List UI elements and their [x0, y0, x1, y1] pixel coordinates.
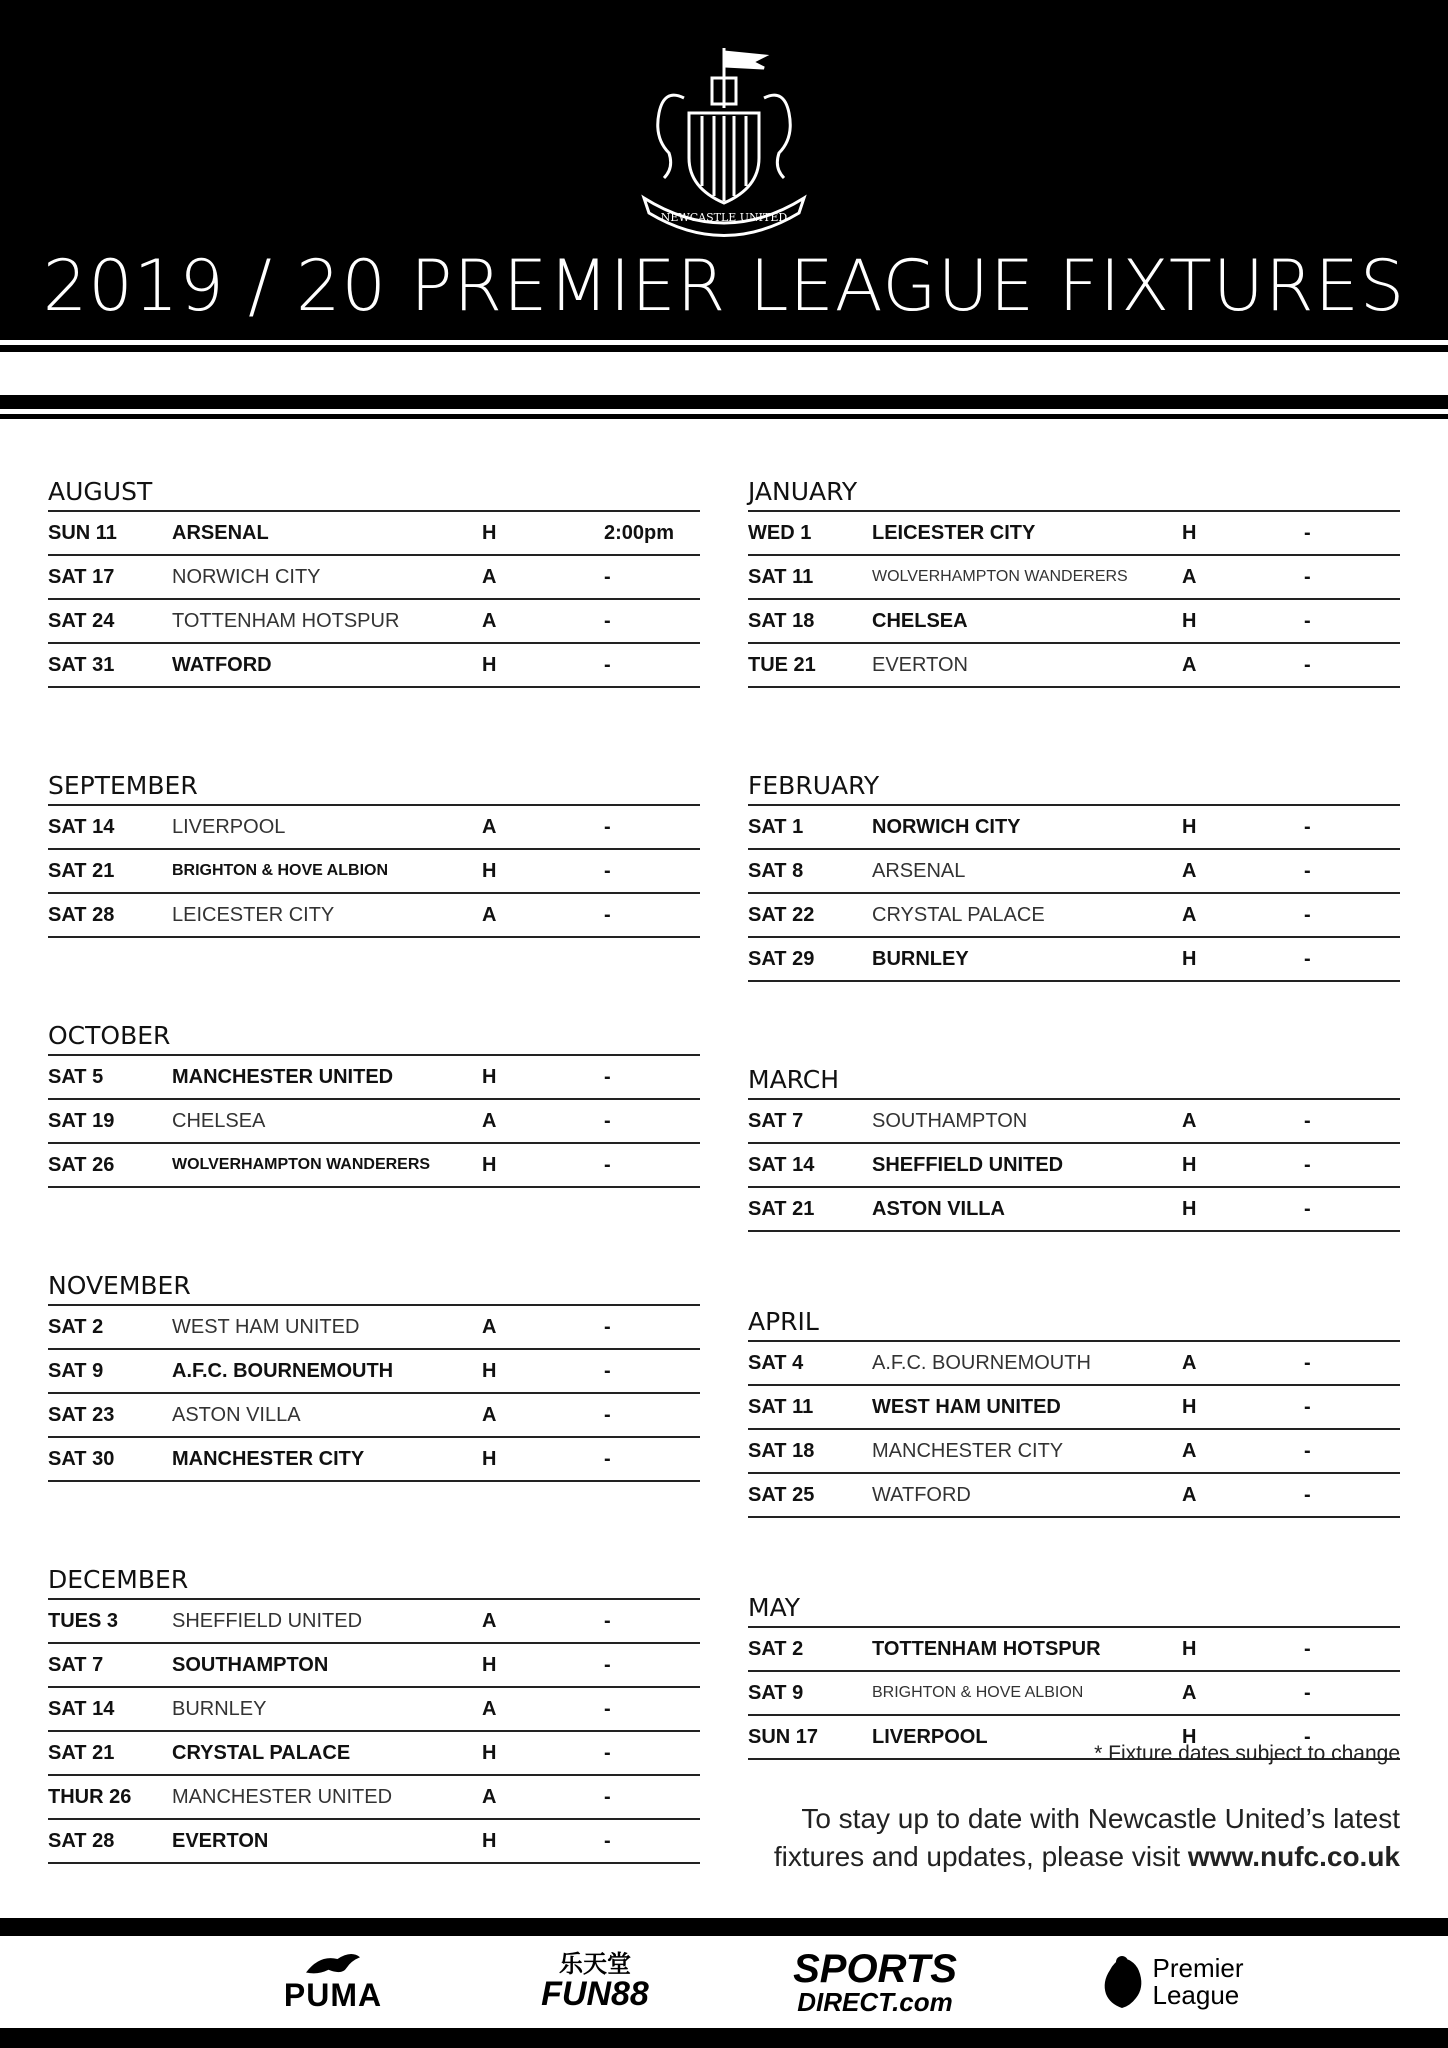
- fixture-row: [748, 512, 1400, 556]
- fixture-venue: A: [1182, 903, 1197, 926]
- fixture-opponent: WOLVERHAMPTON WANDERERS: [872, 568, 1128, 585]
- fixture-row: [48, 1056, 700, 1100]
- fixture-date: SAT 9: [748, 1681, 804, 1704]
- page-title: 2019 / 20 PREMIER LEAGUE FIXTURES: [42, 245, 1406, 327]
- fixture-date: TUES 3: [48, 1609, 119, 1632]
- month-title: OCTOBER: [48, 1018, 700, 1056]
- fixture-venue: A: [482, 565, 497, 588]
- fixture-date: SAT 14: [48, 815, 115, 838]
- fixture-date: THUR 26: [48, 1785, 132, 1808]
- fixture-row: [748, 894, 1400, 938]
- month-title: NOVEMBER: [48, 1268, 700, 1306]
- fixture-venue: A: [482, 1785, 497, 1808]
- fixture-time: -: [1304, 609, 1311, 632]
- fixture-opponent: NORWICH CITY: [872, 815, 1021, 838]
- fixture-date: SAT 19: [48, 1109, 115, 1132]
- fixture-time: -: [604, 1153, 611, 1176]
- fixture-time: -: [604, 1785, 611, 1808]
- fixture-row: [748, 1672, 1400, 1716]
- fixture-row: [748, 1342, 1400, 1386]
- fixture-date: SAT 23: [48, 1403, 115, 1426]
- fixture-time: -: [1304, 653, 1311, 676]
- fixture-time: -: [604, 1315, 611, 1338]
- fixture-date: SAT 2: [748, 1637, 804, 1660]
- fixture-opponent: MANCHESTER UNITED: [172, 1785, 393, 1808]
- fixture-row: [48, 1732, 700, 1776]
- fixture-opponent: WEST HAM UNITED: [172, 1315, 360, 1338]
- month-section: [48, 474, 700, 688]
- premier-league-lion-icon: [1096, 1954, 1148, 2010]
- fixture-row: [48, 600, 700, 644]
- fixture-time: -: [1304, 1197, 1311, 1220]
- pl-text-1: Premier: [1152, 1952, 1244, 1983]
- fixture-venue: H: [1182, 1637, 1197, 1660]
- fixture-date: SAT 14: [748, 1153, 815, 1176]
- fixture-time: -: [604, 1829, 611, 1852]
- fixture-opponent: SHEFFIELD UNITED: [872, 1153, 1064, 1176]
- fixture-venue: A: [1182, 1483, 1197, 1506]
- fixture-row: [48, 1600, 700, 1644]
- fixture-row: [48, 556, 700, 600]
- fixture-venue: H: [1182, 1725, 1197, 1748]
- fixture-opponent: ARSENAL: [172, 521, 269, 544]
- fixture-date: SAT 8: [748, 859, 804, 882]
- fixture-opponent: WOLVERHAMPTON WANDERERS: [172, 1156, 431, 1173]
- sports-text: SPORTS: [793, 1947, 957, 1991]
- fixture-venue: A: [482, 1697, 497, 1720]
- month-section: [48, 768, 700, 938]
- fixture-venue: H: [482, 1653, 497, 1676]
- fixture-time: -: [604, 1741, 611, 1764]
- fixture-time: -: [1304, 815, 1311, 838]
- fixture-date: SAT 7: [748, 1109, 804, 1132]
- fixture-date: SUN 17: [748, 1725, 819, 1748]
- month-section: [48, 1562, 700, 1864]
- fixture-date: SAT 21: [748, 1197, 815, 1220]
- month-section: [748, 768, 1400, 982]
- fixture-row: [48, 1350, 700, 1394]
- fixture-row: [748, 556, 1400, 600]
- fixture-venue: A: [1182, 1439, 1197, 1462]
- fixture-time: -: [604, 1609, 611, 1632]
- fixture-time: -: [604, 815, 611, 838]
- month-title: APRIL: [748, 1304, 1400, 1342]
- fun88-text: FUN88: [541, 1975, 649, 2013]
- fixture-opponent: SOUTHAMPTON: [872, 1109, 1028, 1132]
- fixture-venue: A: [482, 1609, 497, 1632]
- fixture-venue: A: [482, 1315, 497, 1338]
- fixture-opponent: BRIGHTON & HOVE ALBION: [172, 862, 389, 879]
- fixture-date: SAT 7: [48, 1653, 104, 1676]
- fixture-venue: H: [482, 653, 497, 676]
- fixture-venue: H: [482, 1065, 497, 1088]
- stripe-top: [0, 345, 1448, 352]
- fixture-date: SAT 29: [748, 947, 815, 970]
- month-title: AUGUST: [48, 474, 700, 512]
- fixture-date: SAT 11: [748, 565, 814, 588]
- fixture-venue: A: [1182, 1351, 1197, 1374]
- fixture-date: SAT 5: [48, 1065, 104, 1088]
- fixture-opponent: CHELSEA: [172, 1109, 266, 1132]
- fixture-row: [748, 1474, 1400, 1518]
- fixture-venue: H: [1182, 1153, 1197, 1176]
- fixture-opponent: SHEFFIELD UNITED: [172, 1609, 363, 1632]
- fixture-time: -: [604, 565, 611, 588]
- fixture-row: [48, 1100, 700, 1144]
- fixture-date: SUN 11: [48, 521, 117, 544]
- fixture-row: [48, 1688, 700, 1732]
- fixture-venue: H: [1182, 521, 1197, 544]
- puma-cat-icon: [298, 1950, 368, 1977]
- fixture-row: [48, 644, 700, 688]
- fixture-opponent: A.F.C. BOURNEMOUTH: [872, 1351, 1091, 1374]
- fixture-time: -: [604, 609, 611, 632]
- fixture-date: SAT 24: [48, 609, 115, 632]
- fixture-time: -: [1304, 947, 1311, 970]
- fixture-date: SAT 14: [48, 1697, 115, 1720]
- fixture-venue: A: [482, 1109, 497, 1132]
- fixture-date: SAT 1: [748, 815, 804, 838]
- fixture-time: -: [1304, 1351, 1311, 1374]
- fixture-venue: A: [482, 815, 497, 838]
- fixture-opponent: ARSENAL: [872, 859, 966, 882]
- fixture-opponent: A.F.C. BOURNEMOUTH: [172, 1359, 394, 1382]
- fixture-venue: H: [482, 1829, 497, 1852]
- fixture-opponent: MANCHESTER CITY: [172, 1447, 365, 1470]
- fixture-time: -: [604, 653, 611, 676]
- fixture-date: SAT 31: [48, 653, 115, 676]
- fixture-date: SAT 4: [748, 1351, 804, 1374]
- fixture-time: -: [1304, 1681, 1311, 1704]
- fixture-time: -: [1304, 1109, 1311, 1132]
- fixtures-right-column: [748, 474, 1400, 1760]
- fixture-row: [748, 806, 1400, 850]
- fixture-row: [48, 1776, 700, 1820]
- fixture-venue: A: [1182, 1109, 1197, 1132]
- fixture-date: SAT 9: [48, 1359, 104, 1382]
- visit-message: [720, 1800, 1400, 1876]
- month-section: [48, 1268, 700, 1482]
- fixture-row: [48, 512, 700, 556]
- fixture-venue: A: [1182, 653, 1197, 676]
- fixture-time: -: [604, 1447, 611, 1470]
- fixture-date: SAT 21: [48, 859, 115, 882]
- fixture-row: [748, 600, 1400, 644]
- club-crest-icon: [624, 38, 824, 238]
- fixture-date: WED 1: [748, 521, 812, 544]
- fixture-time: -: [1304, 521, 1311, 544]
- stripe-mid: [0, 395, 1448, 409]
- fixture-venue: A: [1182, 565, 1197, 588]
- fixture-date: SAT 22: [748, 903, 815, 926]
- fixture-date: SAT 17: [48, 565, 115, 588]
- fixture-venue: H: [482, 1359, 497, 1382]
- fixture-opponent: MANCHESTER UNITED: [172, 1065, 394, 1088]
- fixture-opponent: CRYSTAL PALACE: [172, 1741, 351, 1764]
- fixture-row: [48, 850, 700, 894]
- puma-text: PUMA: [283, 1977, 383, 2013]
- fixture-row: [748, 1628, 1400, 1672]
- fixture-time: -: [1304, 859, 1311, 882]
- fixture-time: -: [604, 1653, 611, 1676]
- month-section: [748, 1062, 1400, 1232]
- fixture-opponent: LEICESTER CITY: [172, 903, 335, 926]
- fixture-opponent: TOTTENHAM HOTSPUR: [872, 1637, 1101, 1660]
- puma-logo: [258, 1950, 408, 2014]
- fun88-logo: [515, 1950, 675, 2014]
- fixture-date: SAT 2: [48, 1315, 104, 1338]
- fixture-row: [748, 644, 1400, 688]
- fixture-time: -: [604, 903, 611, 926]
- fixture-venue: H: [482, 1741, 497, 1764]
- fixture-row: [748, 1430, 1400, 1474]
- fixture-opponent: ASTON VILLA: [172, 1403, 301, 1426]
- fixture-row: [48, 806, 700, 850]
- fun88-cn-text: 乐天堂: [559, 1951, 631, 1978]
- fixture-date: SAT 21: [48, 1741, 115, 1764]
- fixture-venue: A: [482, 609, 497, 632]
- fixture-date: TUE 21: [748, 653, 816, 676]
- fixture-time: -: [604, 1109, 611, 1132]
- fixture-row: [748, 938, 1400, 982]
- fixture-venue: H: [1182, 815, 1197, 838]
- premier-league-logo: [1080, 1950, 1260, 2014]
- fixture-venue: A: [1182, 859, 1197, 882]
- month-title: MAY: [748, 1590, 1400, 1628]
- fixture-row: [748, 1100, 1400, 1144]
- visit-line-2: [720, 1838, 1400, 1876]
- fixture-date: SAT 25: [748, 1483, 815, 1506]
- fixture-row: [48, 1306, 700, 1350]
- fixture-venue: H: [1182, 947, 1197, 970]
- month-title: MARCH: [748, 1062, 1400, 1100]
- fixture-opponent: BRIGHTON & HOVE ALBION: [872, 1684, 1084, 1701]
- fixture-time: -: [1304, 1483, 1311, 1506]
- fixture-opponent: NORWICH CITY: [172, 565, 321, 588]
- fixture-venue: H: [1182, 609, 1197, 632]
- fixture-time: -: [1304, 1439, 1311, 1462]
- sports-direct-logo: [780, 1947, 970, 2017]
- fixture-venue: H: [482, 859, 497, 882]
- fixture-row: [48, 894, 700, 938]
- fixture-row: [748, 1188, 1400, 1232]
- fixture-time: -: [604, 1065, 611, 1088]
- fixture-opponent: CHELSEA: [872, 609, 968, 632]
- fixture-venue: A: [1182, 1681, 1197, 1704]
- fixture-venue: H: [1182, 1395, 1197, 1418]
- fixture-time: -: [604, 1697, 611, 1720]
- visit-line-1: To stay up to date with Newcastle United’s latest: [801, 1803, 1400, 1834]
- fixture-venue: H: [482, 1447, 497, 1470]
- fixture-time: -: [1304, 1725, 1311, 1748]
- month-section: [48, 1018, 700, 1188]
- fixture-row: [748, 1386, 1400, 1430]
- fixture-opponent: EVERTON: [872, 653, 968, 676]
- website-link[interactable]: www.nufc.co.uk: [1187, 1841, 1400, 1872]
- fixture-date: SAT 28: [48, 903, 115, 926]
- visit-text: fixtures and updates, please visit: [773, 1841, 1181, 1872]
- fixture-date: SAT 26: [48, 1153, 115, 1176]
- fixture-opponent: WATFORD: [172, 653, 272, 676]
- fixture-venue: H: [482, 521, 497, 544]
- month-section: [748, 1304, 1400, 1518]
- fixture-opponent: CRYSTAL PALACE: [872, 903, 1045, 926]
- fixture-venue: H: [482, 1153, 497, 1176]
- fixture-row: [748, 850, 1400, 894]
- fixture-time: -: [1304, 903, 1311, 926]
- fixture-note: * Fixture dates subject to change: [1094, 1742, 1400, 1765]
- fixture-time: -: [604, 1359, 611, 1382]
- fixture-opponent: TOTTENHAM HOTSPUR: [172, 609, 400, 632]
- fixture-time: -: [1304, 565, 1311, 588]
- fixture-opponent: LEICESTER CITY: [872, 521, 1036, 544]
- fixture-row: [48, 1644, 700, 1688]
- fixture-opponent: WATFORD: [872, 1483, 971, 1506]
- fixture-time: -: [1304, 1637, 1311, 1660]
- fixture-opponent: MANCHESTER CITY: [872, 1439, 1064, 1462]
- fixture-date: SAT 11: [748, 1395, 814, 1418]
- fixture-time: 2:00pm: [604, 521, 675, 544]
- fixture-opponent: LIVERPOOL: [872, 1725, 988, 1748]
- fixture-date: SAT 18: [748, 1439, 815, 1462]
- fixture-row: [48, 1820, 700, 1864]
- fixture-venue: H: [1182, 1197, 1197, 1220]
- month-title: DECEMBER: [48, 1562, 700, 1600]
- header: [0, 0, 1448, 340]
- fixture-opponent: LIVERPOOL: [172, 815, 286, 838]
- month-title: SEPTEMBER: [48, 768, 700, 806]
- fixture-opponent: BURNLEY: [172, 1697, 267, 1720]
- fixture-time: -: [604, 859, 611, 882]
- direct-text: DIRECT.com: [797, 1987, 953, 2017]
- fixture-opponent: ASTON VILLA: [872, 1197, 1005, 1220]
- fixture-date: SAT 28: [48, 1829, 115, 1852]
- fixture-row: [48, 1438, 700, 1482]
- fixture-row: [48, 1394, 700, 1438]
- fixture-time: -: [1304, 1153, 1311, 1176]
- fixtures-left-column: [48, 474, 700, 1864]
- month-title: JANUARY: [748, 474, 1400, 512]
- fixture-row: [48, 1144, 700, 1188]
- fixture-date: SAT 30: [48, 1447, 115, 1470]
- pl-text-2: League: [1152, 1980, 1240, 2010]
- fixture-row: [748, 1144, 1400, 1188]
- fixture-date: SAT 18: [748, 609, 815, 632]
- fixture-opponent: BURNLEY: [872, 947, 969, 970]
- fixture-opponent: WEST HAM UNITED: [872, 1395, 1061, 1418]
- fixture-venue: A: [482, 1403, 497, 1426]
- fixture-opponent: EVERTON: [172, 1829, 269, 1852]
- fixture-opponent: SOUTHAMPTON: [172, 1653, 329, 1676]
- fixture-time: -: [604, 1403, 611, 1426]
- svg-text:NEWCASTLE UNITED: NEWCASTLE UNITED: [660, 211, 788, 224]
- month-section: [748, 474, 1400, 688]
- fixture-venue: A: [482, 903, 497, 926]
- month-title: FEBRUARY: [748, 768, 1400, 806]
- month-section: [748, 1590, 1400, 1760]
- fixture-time: -: [1304, 1395, 1311, 1418]
- stripe-bottom: [0, 414, 1448, 419]
